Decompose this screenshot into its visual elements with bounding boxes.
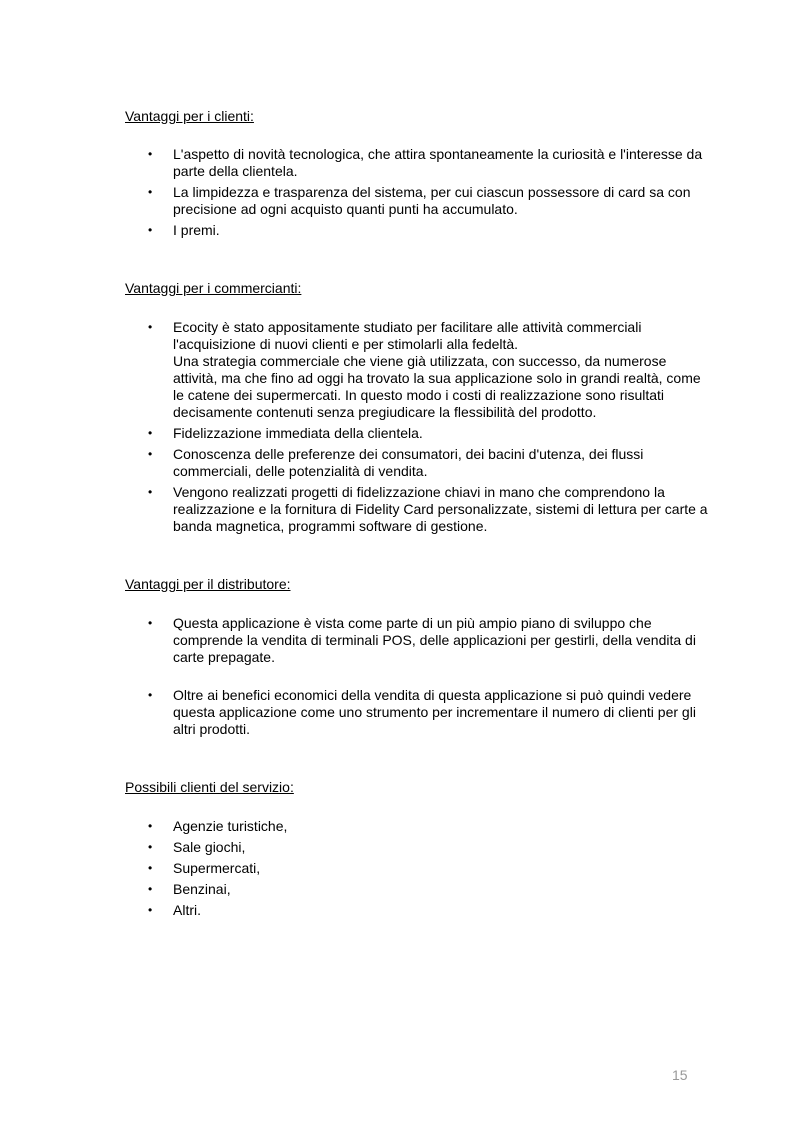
bullet-icon: • [148, 447, 153, 461]
bullet-icon: • [148, 861, 153, 875]
list-item: • I premi. [148, 222, 220, 238]
bullet-icon: • [148, 882, 153, 896]
section-heading-possibili-clienti: Possibili clienti del servizio: [125, 779, 294, 795]
bullet-icon: • [148, 185, 153, 199]
bullet-icon: • [148, 147, 153, 161]
list-item: • Vengono realizzati progetti di fidelizzazione chiavi in mano che comprendono la realizzazione e la fornitura di Fidelity Card personalizzate, sistemi di lettura per carte a banda magnetica, programmi software di gestione. [148, 484, 708, 534]
list-item: • Oltre ai benefici economici della vendita di questa applicazione si può quindi vedere questa applicazione come uno strumento per incrementare il numero di clienti per gli altri prodotti. [148, 687, 696, 737]
list-item: • Benzinai, [148, 881, 231, 897]
list-item: • Sale giochi, [148, 839, 246, 855]
section-heading-commercianti: Vantaggi per i commercianti: [125, 280, 302, 296]
bullet-icon: • [148, 840, 153, 854]
list-item: • L'aspetto di novità tecnologica, che attira spontaneamente la curiosità e l'interesse da parte della clientela. [148, 146, 703, 179]
bullet-icon: • [148, 485, 153, 499]
bullet-list-clienti [148, 146, 708, 243]
section-heading-distributore: Vantaggi per il distributore: [125, 576, 291, 592]
bullet-icon: • [148, 426, 153, 440]
list-item: • Questa applicazione è vista come parte di un più ampio piano di sviluppo che comprende la vendita di terminali POS, delle applicazioni per gestirli, della vendita di carte prepagate. [148, 615, 696, 665]
bullet-icon: • [148, 616, 153, 630]
list-item: • Conoscenza delle preferenze dei consumatori, dei bacini d'utenza, dei flussi commerciali, delle potenzialità di vendita. [148, 446, 644, 479]
bullet-icon: • [148, 320, 153, 334]
section-heading-clienti: Vantaggi per i clienti: [125, 108, 254, 124]
list-item: • Fidelizzazione immediata della clientela. [148, 425, 423, 441]
list-item: • Altri. [148, 902, 201, 918]
page-number: 15 [672, 1067, 688, 1083]
list-item: • Ecocity è stato appositamente studiato per facilitare alle attività commerciali l'acquisizione di nuovi clienti e per stimolarli alla fedeltà. Una strategia commerciale che viene già utilizzata, con successo, da numerose attività, ma che fino ad oggi ha trovato la sua applicazione solo in grandi realtà, come le catene dei supermercati. In questo modo i costi di realizzazione sono risultati decisamente contenuti senza pregiudicare la flessibilità del prodotto. [148, 319, 701, 420]
bullet-icon: • [148, 903, 153, 917]
bullet-list-possibili-clienti [148, 818, 708, 923]
list-item: • Agenzie turistiche, [148, 818, 288, 834]
bullet-icon: • [148, 688, 153, 702]
bullet-icon: • [148, 223, 153, 237]
list-item: • La limpidezza e trasparenza del sistema, per cui ciascun possessore di card sa con precisione ad ogni acquisto quanti punti ha accumulato. [148, 184, 691, 217]
bullet-list-commercianti [148, 319, 708, 539]
bullet-list-distributore [148, 615, 708, 742]
list-item: • Supermercati, [148, 860, 261, 876]
bullet-icon: • [148, 819, 153, 833]
